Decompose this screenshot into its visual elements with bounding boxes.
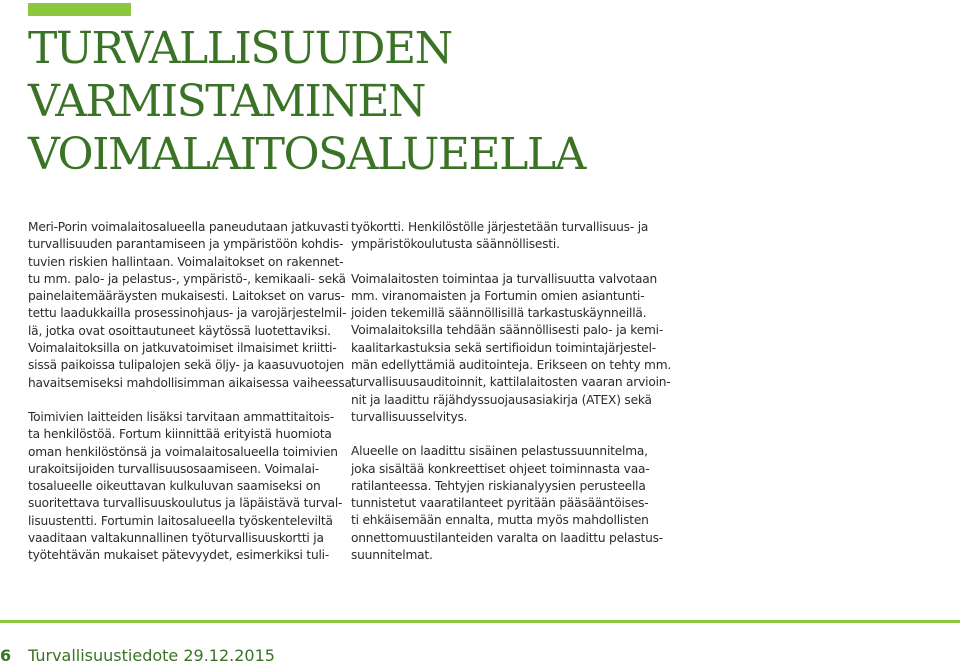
text-line: onnettomuustilanteiden varalta on laadittu pelastus- bbox=[351, 530, 663, 545]
text-line: Alueelle on laadittu sisäinen pelastussuunnitelma, bbox=[351, 444, 648, 459]
text-line: män edellyttämiä auditointeja. Erikseen on tehty mm. bbox=[351, 358, 672, 373]
left-column bbox=[28, 219, 356, 582]
text-line: työkortti. Henkilöstölle järjestetään turvallisuus- ja bbox=[351, 220, 649, 234]
text-line: sissä paikoissa tulipalojen sekä öljy- ja kaasuvuotojen bbox=[28, 358, 345, 373]
paragraph bbox=[351, 443, 663, 564]
text-line: suoritettava turvallisuuskoulutus ja läpäistävä turval- bbox=[28, 496, 343, 511]
text-line: ympäristökoulutusta säännöllisesti. bbox=[351, 237, 560, 252]
title-line: VOIMALAITOSALUEELLA bbox=[28, 129, 585, 180]
page-number: 6 bbox=[0, 646, 12, 665]
title-line: VARMISTAMINEN bbox=[28, 76, 426, 127]
text-line: mm. viranomaisten ja Fortumin omien asiantunti- bbox=[351, 288, 645, 303]
text-line: painelaitemääräysten mukaisesti. Laitokset on varus- bbox=[28, 289, 345, 304]
footer-divider bbox=[0, 620, 960, 623]
paragraph bbox=[351, 271, 672, 427]
text-line: työtehtävän mukaiset pätevyydet, esimerkiksi tuli- bbox=[28, 548, 330, 563]
text-line: turvallisuusselvitys. bbox=[351, 409, 468, 424]
right-column bbox=[351, 219, 672, 581]
text-line: nit ja laadittu räjähdyssuojausasiakirja (ATEX) sekä bbox=[351, 392, 652, 407]
text-line: tunnistetut vaaratilanteet pyritään pääsääntöises- bbox=[351, 496, 649, 511]
text-line: tuvien riskien hallintaan. Voimalaitokset on rakennet- bbox=[28, 254, 344, 269]
text-line: ti ehkäisemään ennalta, mutta myös mahdollisten bbox=[351, 513, 649, 528]
text-line: lisuustentti. Fortumin laitosalueella työskenteleviltä bbox=[28, 513, 333, 528]
text-line: lä, jotka ovat osoittautuneet käytössä luotettaviksi. bbox=[28, 323, 331, 338]
publication-title: Turvallisuustiedote 29.12.2015 bbox=[28, 646, 275, 665]
title-line: TURVALLISUUDEN bbox=[28, 23, 452, 74]
text-line: joiden tekemillä säännöllisillä tarkastuskäynneillä. bbox=[351, 306, 647, 321]
paragraph bbox=[28, 409, 343, 565]
text-line: Toimivien laitteiden lisäksi tarvitaan ammattitaitois- bbox=[28, 409, 334, 424]
paragraph bbox=[28, 219, 356, 392]
text-line: vaaditaan valtakunnallinen työturvallisuuskortti ja bbox=[28, 531, 324, 546]
text-line: tosalueelle oikeuttavan kulkuluvan saamiseksi on bbox=[28, 479, 321, 494]
text-line: suunnitelmat. bbox=[351, 548, 433, 563]
text-line: oman henkilöstönsä ja voimalaitosalueella toimivien bbox=[28, 444, 338, 459]
text-line: Voimalaitoksilla on jatkuvatoimiset ilmaisimet kriitti- bbox=[28, 341, 337, 356]
accent-bar bbox=[28, 3, 131, 16]
text-line: tettu laadukkailla prosessinohjaus- ja varojärjestelmil- bbox=[28, 306, 347, 321]
text-line: urakoitsijoiden turvallisuusosaamiseen. Voimalai- bbox=[28, 461, 319, 476]
text-line: Meri-Porin voimalaitosalueella paneudutaan jatkuvasti bbox=[28, 220, 349, 234]
text-line: Voimalaitosten toimintaa ja turvallisuutta valvotaan bbox=[351, 271, 658, 286]
text-line: turvallisuuden parantamiseen ja ympäristöön kohdis- bbox=[28, 237, 344, 252]
text-line: havaitsemiseksi mahdollisimman aikaisessa vaiheessa. bbox=[28, 375, 356, 390]
page-title bbox=[28, 22, 585, 181]
text-line: Voimalaitoksilla tehdään säännöllisesti palo- ja kemi- bbox=[351, 323, 664, 338]
text-line: kaalitarkastuksia sekä sertifioidun toimintajärjestel- bbox=[351, 340, 656, 355]
text-line: joka sisältää konkreettiset ohjeet toiminnasta vaa- bbox=[351, 461, 650, 476]
text-line: turvallisuusauditoinnit, kattilalaitosten vaaran arvioin- bbox=[351, 375, 671, 390]
text-line: tu mm. palo- ja pelastus-, ympäristö-, kemikaali- sekä bbox=[28, 271, 346, 286]
text-line: ta henkilöstöä. Fortum kiinnittää erityistä huomiota bbox=[28, 427, 332, 442]
text-line: ratilanteessa. Tehtyjen riskianalyysien perusteella bbox=[351, 478, 646, 493]
paragraph bbox=[351, 219, 651, 254]
